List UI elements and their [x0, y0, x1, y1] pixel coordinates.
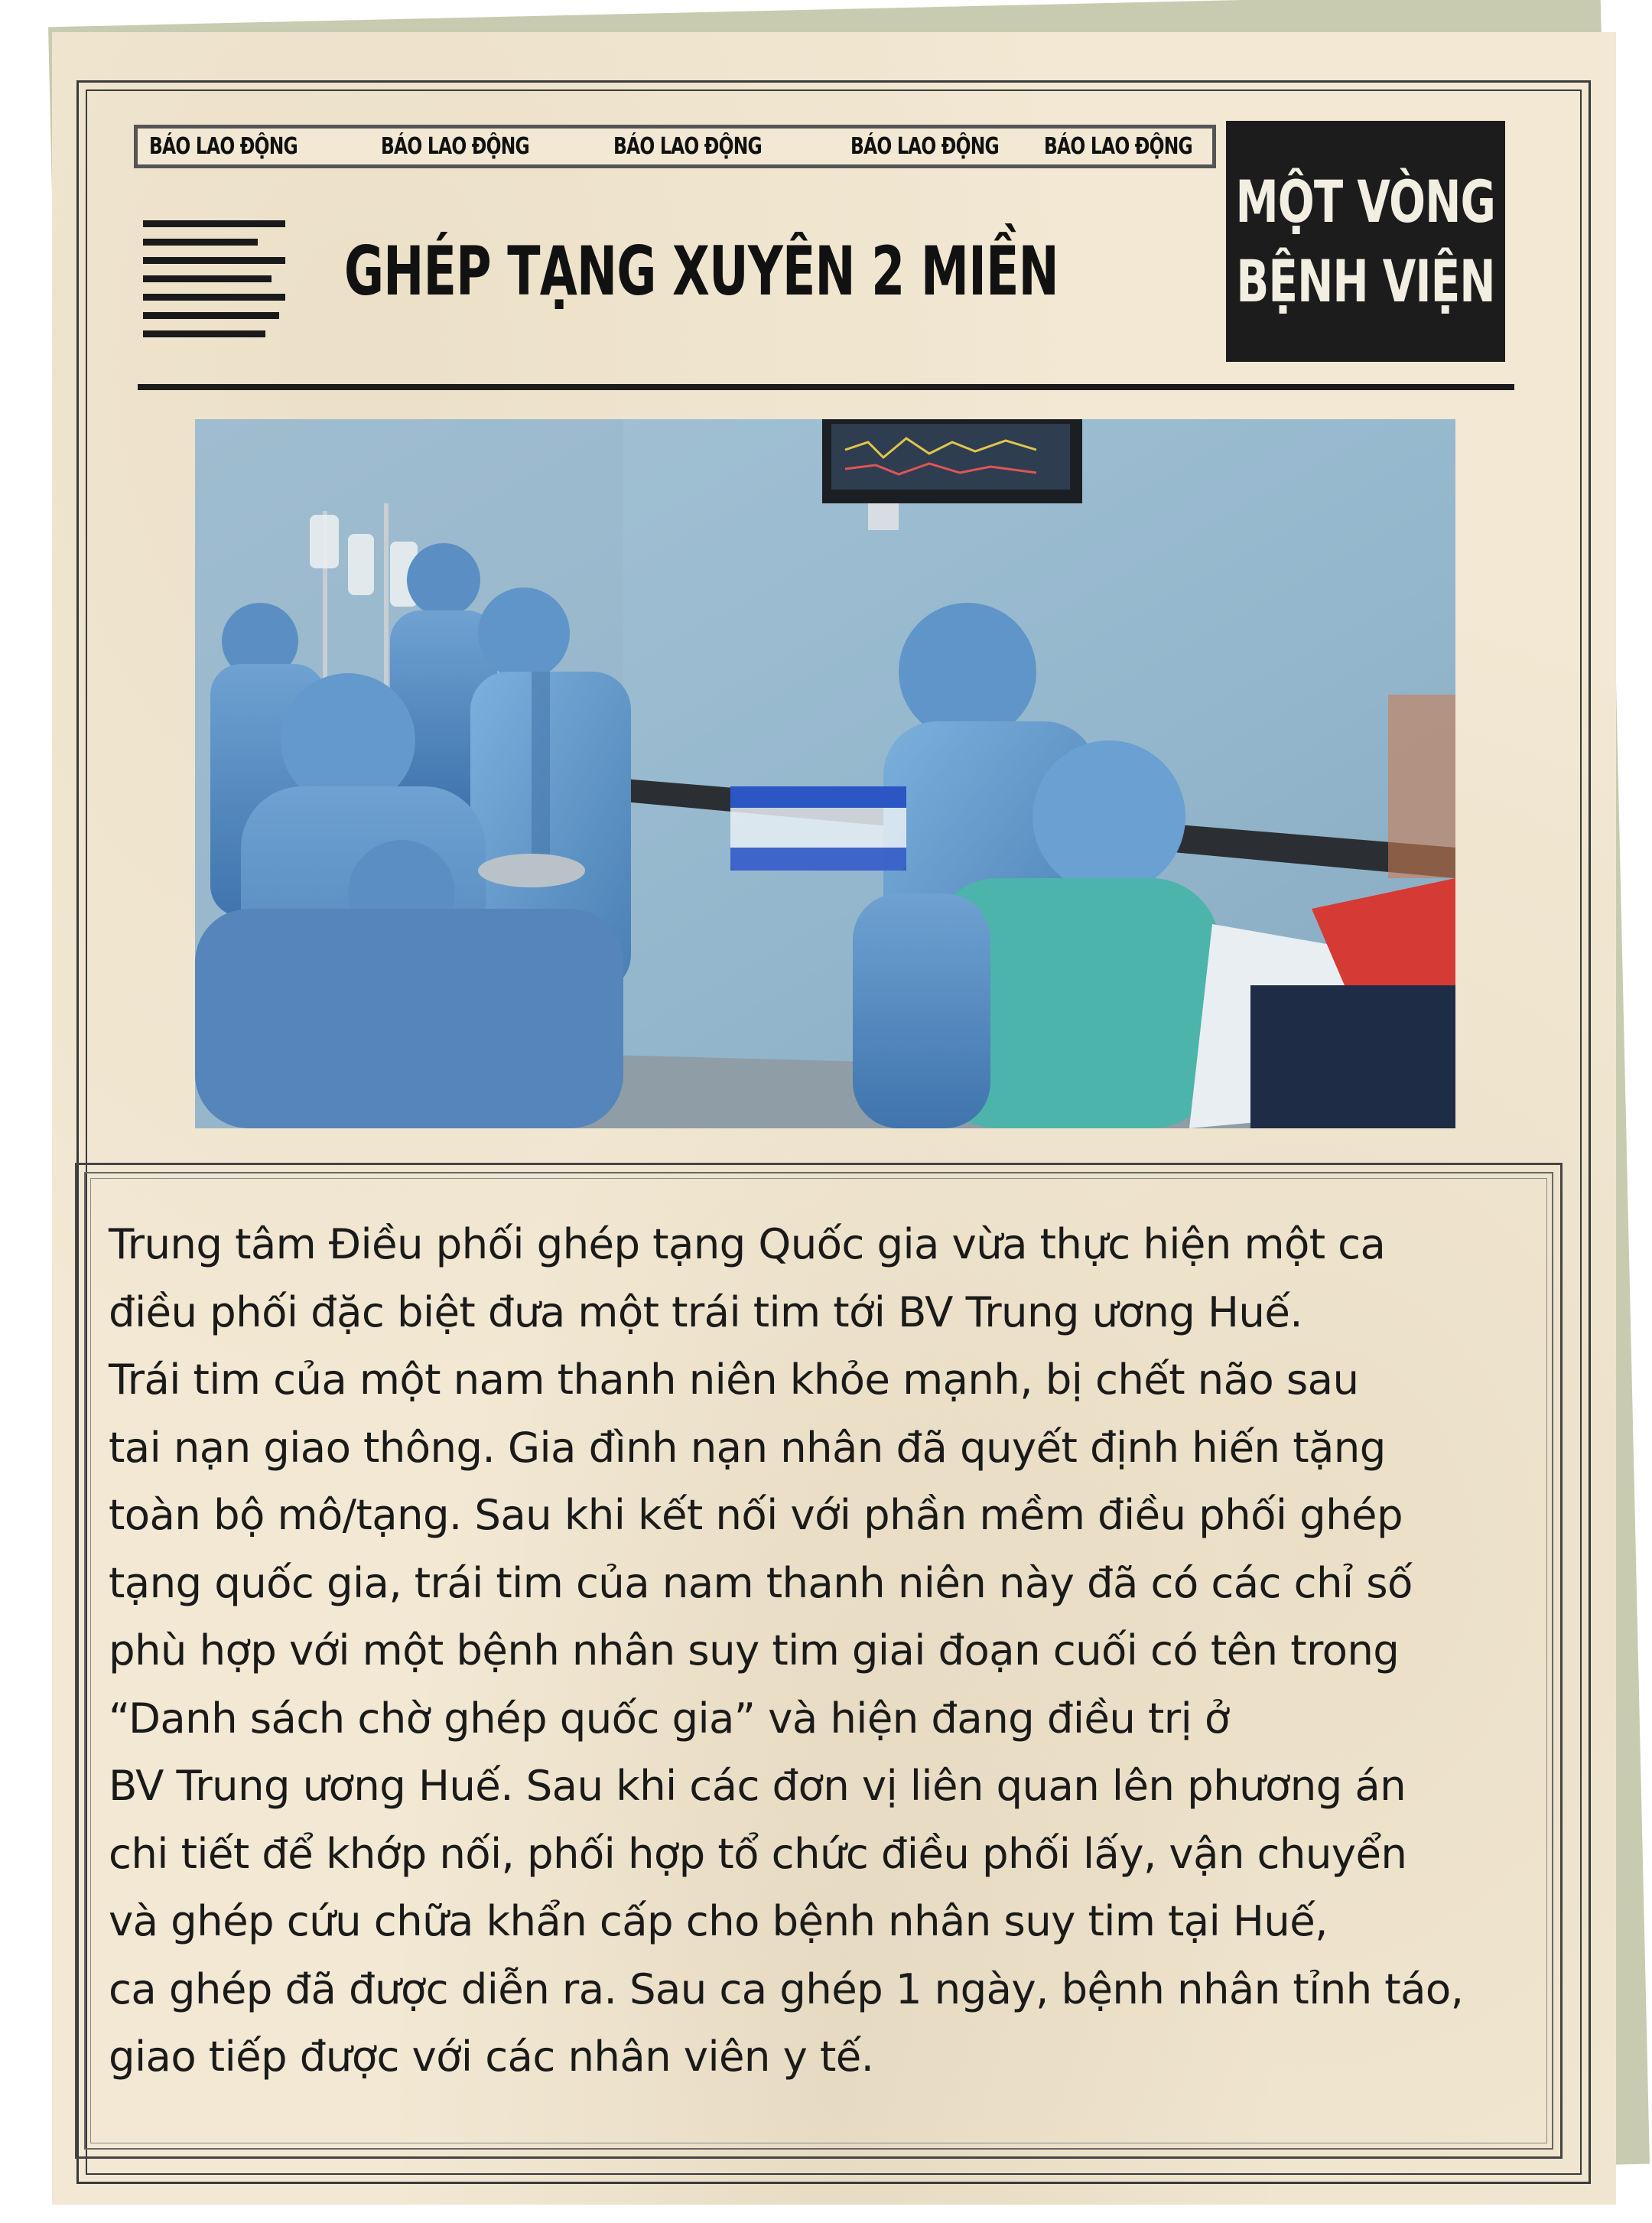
masthead-strip — [134, 125, 1216, 168]
article-line: “Danh sách chờ ghép quốc gia” và hiện đang điều trị ở — [109, 1693, 1230, 1743]
article-line: tạng quốc gia, trái tim của nam thanh niên này đã có các chỉ số — [109, 1557, 1413, 1607]
masthead-item: BÁO LAO ĐỘNG — [613, 133, 762, 160]
surgery-photo-illustration — [195, 419, 1455, 1128]
article-line: ca ghép đã được diễn ra. Sau ca ghép 1 ngày, bệnh nhân tỉnh táo, — [109, 1964, 1464, 2013]
masthead-item: BÁO LAO ĐỘNG — [381, 133, 529, 160]
section-label-line: BỆNH VIỆN — [1236, 246, 1495, 315]
header-rule — [138, 384, 1514, 390]
article-line: BV Trung ương Huế. Sau khi các đơn vị liên quan lên phương án — [109, 1761, 1406, 1810]
article-line: giao tiếp được với các nhân viên y tế. — [109, 2032, 874, 2081]
masthead-item: BÁO LAO ĐỘNG — [1044, 133, 1192, 160]
article-body — [109, 1210, 1546, 2091]
article-line: Trung tâm Điều phối ghép tạng Quốc gia vừa thực hiện một ca — [109, 1219, 1386, 1268]
article-line: tai nạn giao thông. Gia đình nạn nhân đã quyết định hiến tặng — [109, 1422, 1386, 1472]
article-line: chi tiết để khớp nối, phối hợp tổ chức điều phối lấy, vận chuyển — [109, 1828, 1407, 1878]
article-line: toàn bộ mô/tạng. Sau khi kết nối với phần mềm điều phối ghép — [109, 1490, 1403, 1539]
article-line: phù hợp với một bệnh nhân suy tim giai đoạn cuối có tên trong — [109, 1626, 1400, 1675]
article-line: Trái tim của một nam thanh niên khỏe mạnh, bị chết não sau — [109, 1355, 1359, 1404]
headline: GHÉP TẠNG XUYÊN 2 MIỀN — [344, 232, 1059, 311]
masthead-item: BÁO LAO ĐỘNG — [149, 133, 298, 160]
section-label-box — [1226, 121, 1505, 362]
surgery-photo — [195, 419, 1455, 1128]
section-label-line: MỘT VÒNG — [1235, 167, 1496, 236]
article-line: điều phối đặc biệt đưa một trái tim tới BV Trung ương Huế. — [109, 1287, 1302, 1336]
article-line: và ghép cứu chữa khẩn cấp cho bệnh nhân suy tim tại Huế, — [109, 1896, 1328, 1945]
menu-lines-icon — [143, 220, 288, 339]
masthead-item: BÁO LAO ĐỘNG — [850, 133, 999, 160]
